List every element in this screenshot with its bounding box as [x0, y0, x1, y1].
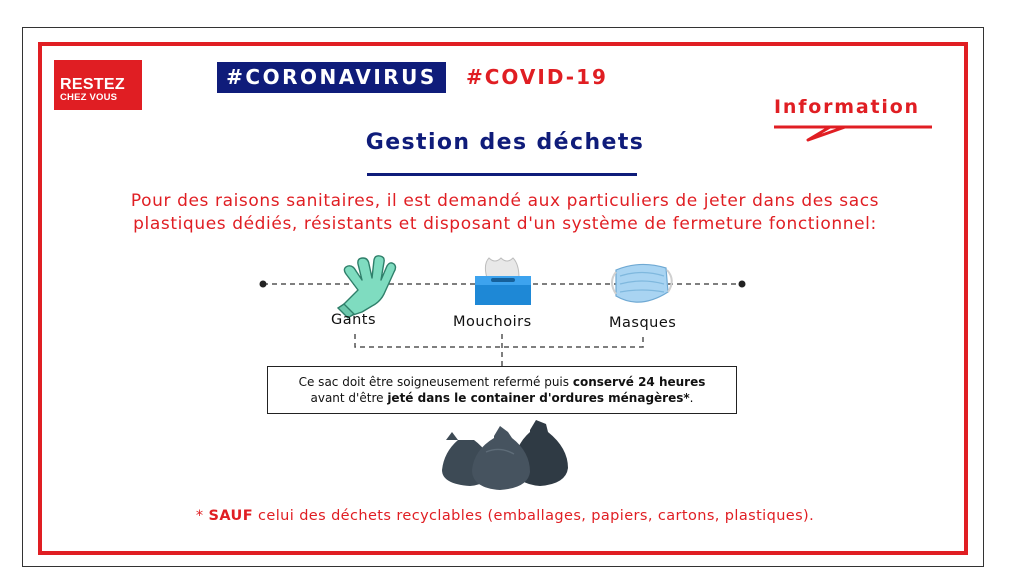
item-label-gants: Gants: [331, 312, 377, 328]
hashtag-coronavirus: #CORONAVIRUS: [217, 62, 446, 93]
notice-bold-2: jeté dans le container d'ordures ménagères*: [387, 391, 690, 405]
notice-box: [267, 366, 737, 414]
footnote: [0, 508, 1010, 524]
intro-line2: plastiques dédiés, résistants et disposant d'un système de fermeture fonctionnel:: [133, 214, 877, 234]
intro-line1: Pour des raisons sanitaires, il est demandé aux particuliers de jeter dans des sacs: [130, 191, 880, 211]
notice-text-2: avant d'être: [310, 391, 388, 405]
garbage-bags-icon: [442, 420, 568, 490]
hashtag-covid19: #COVID-19: [466, 65, 608, 89]
notice-bold-1: conservé 24 heures: [572, 375, 706, 389]
footnote-rest: celui des déchets recyclables (emballages, papiers, cartons, plastiques).: [253, 508, 815, 524]
notice-text-1: Ce sac doit être soigneusement refermé puis: [298, 375, 573, 389]
timeline-start-dot: [260, 281, 267, 288]
footnote-bold: SAUF: [208, 508, 254, 524]
bracket-line: [355, 334, 643, 347]
face-mask-icon: [612, 264, 672, 302]
notice-text-3: .: [689, 391, 694, 405]
page-title: Gestion des déchets: [365, 130, 645, 155]
item-label-masques: Masques: [609, 315, 677, 331]
footnote-star: *: [195, 508, 209, 524]
item-label-mouchoirs: Mouchoirs: [453, 314, 532, 330]
logo-line2: CHEZ VOUS: [60, 92, 118, 103]
tissue-box-icon: [475, 258, 531, 305]
glove-icon: [338, 256, 396, 318]
timeline-end-dot: [739, 281, 746, 288]
logo-line1: RESTEZ: [60, 76, 125, 93]
information-tag: Information: [774, 96, 920, 118]
